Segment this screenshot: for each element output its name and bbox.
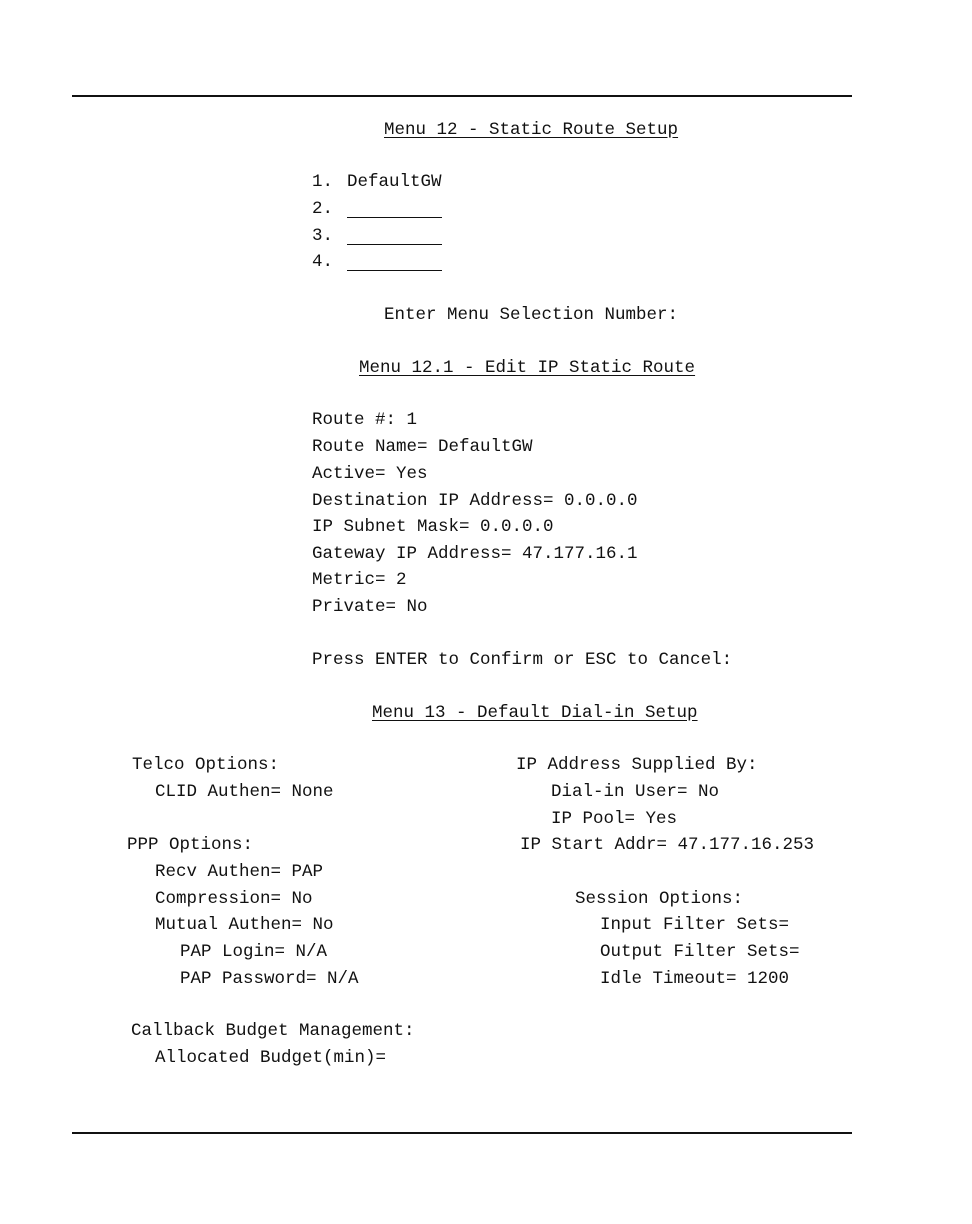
pap-password-field[interactable]: PAP Password= N/A (180, 969, 359, 989)
telco-options-heading: Telco Options: (132, 755, 280, 775)
output-filter-sets-field[interactable]: Output Filter Sets= (600, 942, 800, 962)
bottom-rule (72, 1132, 852, 1134)
menu12-item-1-number: 1. (312, 172, 334, 192)
menu12-selection-prompt: Enter Menu Selection Number: (384, 305, 679, 325)
subnet-mask-field[interactable]: IP Subnet Mask= 0.0.0.0 (312, 517, 554, 537)
ip-pool-field[interactable]: IP Pool= Yes (551, 809, 678, 829)
destination-ip-field[interactable]: Destination IP Address= 0.0.0.0 (312, 491, 638, 511)
menu12-item-3-number: 3. (312, 226, 334, 246)
compression-field[interactable]: Compression= No (155, 889, 313, 909)
gateway-ip-field[interactable]: Gateway IP Address= 47.177.16.1 (312, 544, 638, 564)
active-field[interactable]: Active= Yes (312, 464, 428, 484)
menu12-item-4-blank[interactable] (347, 270, 442, 271)
input-filter-sets-field[interactable]: Input Filter Sets= (600, 915, 790, 935)
menu12-title: Menu 12 - Static Route Setup (384, 120, 679, 140)
route-number-field: Route #: 1 (312, 410, 418, 430)
menu12-item-3-blank[interactable] (347, 244, 442, 245)
ip-supplied-heading: IP Address Supplied By: (516, 755, 758, 775)
menu12-item-1-label[interactable]: DefaultGW (347, 172, 442, 192)
top-rule (72, 95, 852, 97)
ppp-options-heading: PPP Options: (127, 835, 254, 855)
route-name-field[interactable]: Route Name= DefaultGW (312, 437, 533, 457)
metric-field[interactable]: Metric= 2 (312, 570, 407, 590)
menu12-item-4-number: 4. (312, 252, 334, 272)
recv-authen-field[interactable]: Recv Authen= PAP (155, 862, 324, 882)
idle-timeout-field[interactable]: Idle Timeout= 1200 (600, 969, 790, 989)
ip-start-addr-field[interactable]: IP Start Addr= 47.177.16.253 (520, 835, 815, 855)
private-field[interactable]: Private= No (312, 597, 428, 617)
menu13-title: Menu 13 - Default Dial-in Setup (372, 703, 698, 723)
menu12-1-title: Menu 12.1 - Edit IP Static Route (359, 358, 696, 378)
clid-authen-field[interactable]: CLID Authen= None (155, 782, 334, 802)
allocated-budget-field[interactable]: Allocated Budget(min)= (155, 1048, 387, 1068)
callback-budget-heading: Callback Budget Management: (131, 1021, 415, 1041)
menu12-item-2-blank[interactable] (347, 217, 442, 218)
pap-login-field[interactable]: PAP Login= N/A (180, 942, 328, 962)
dialin-user-field[interactable]: Dial-in User= No (551, 782, 720, 802)
mutual-authen-field[interactable]: Mutual Authen= No (155, 915, 334, 935)
session-options-heading: Session Options: (575, 889, 744, 909)
menu12-item-2-number: 2. (312, 199, 334, 219)
confirm-prompt: Press ENTER to Confirm or ESC to Cancel: (312, 650, 733, 670)
